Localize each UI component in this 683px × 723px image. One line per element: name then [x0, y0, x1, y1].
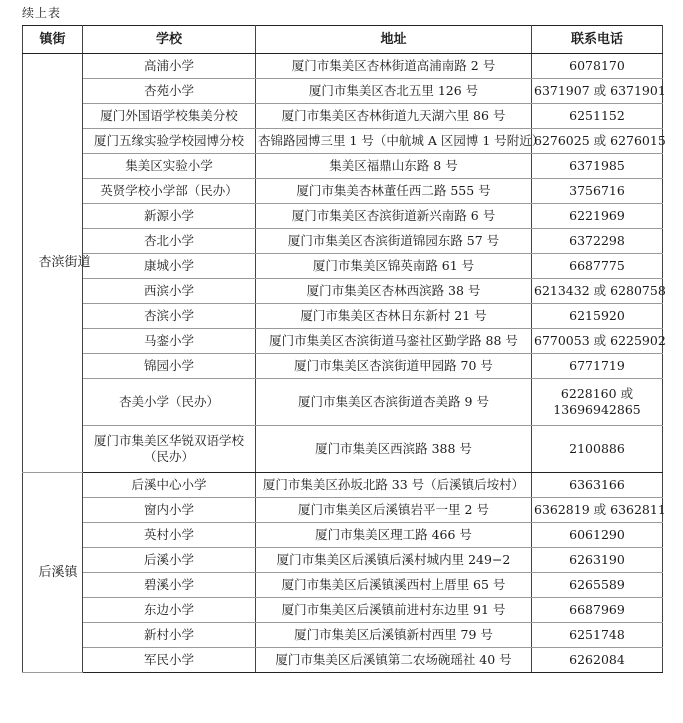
address-cell: 厦门市集美区后溪镇岩平一里 2 号	[256, 498, 532, 523]
table-row	[23, 623, 663, 648]
address-cell: 厦门市集美区杏北五里 126 号	[256, 79, 532, 104]
school-cell: 新村小学	[83, 623, 256, 648]
table-row	[23, 573, 663, 598]
address-cell: 厦门市集美区杏滨街道新兴南路 6 号	[256, 204, 532, 229]
phone-cell: 6687969	[532, 598, 663, 623]
town-cell	[23, 473, 83, 673]
school-cell: 后溪小学	[83, 548, 256, 573]
school-cell: 杏北小学	[83, 229, 256, 254]
address-cell: 厦门市集美区后溪镇第二农场碗瑶社 40 号	[256, 648, 532, 673]
address-cell: 厦门市集美区杏滨街道甲园路 70 号	[256, 354, 532, 379]
phone-cell: 6078170	[532, 54, 663, 79]
phone-cell: 6276025 或 6276015	[532, 129, 663, 154]
address-cell: 厦门市集美区孙坂北路 33 号（后溪镇后垵村）	[256, 473, 532, 498]
town-label: 杏滨街道	[38, 255, 91, 270]
table-row	[23, 204, 663, 229]
phone-cell: 6371985	[532, 154, 663, 179]
school-cell: 英贤学校小学部（民办）	[83, 179, 256, 204]
address-cell: 厦门市集美区理工路 466 号	[256, 523, 532, 548]
town-cell	[23, 54, 91, 473]
phone-cell: 6061290	[532, 523, 663, 548]
table-row	[23, 229, 663, 254]
header-town: 镇街	[23, 26, 83, 54]
school-cell: 后溪中心小学	[83, 473, 256, 498]
phone-cell: 6372298	[532, 229, 663, 254]
address-cell: 集美区福鼎山东路 8 号	[256, 154, 532, 179]
address-cell: 厦门市集美区锦英南路 61 号	[256, 254, 532, 279]
school-cell: 英村小学	[83, 523, 256, 548]
table-row	[23, 354, 663, 379]
address-cell: 厦门市集美区杏林街道高浦南路 2 号	[256, 54, 532, 79]
table-row	[23, 329, 663, 354]
address-cell: 厦门市集美区西滨路 388 号	[256, 426, 532, 473]
school-cell: 康城小学	[83, 254, 256, 279]
address-cell: 厦门市集美区杏滨街道杏美路 9 号	[256, 379, 532, 426]
school-contact-table	[22, 25, 666, 673]
table-row	[23, 154, 663, 179]
school-cell: 军民小学	[83, 648, 256, 673]
school-cell: 厦门五缘实验学校园博分校	[83, 129, 256, 154]
table-row	[23, 379, 663, 426]
table-row	[23, 648, 663, 673]
phone-cell: 6371907 或 6371901	[532, 79, 663, 104]
phone-cell: 6263190	[532, 548, 663, 573]
table-row	[23, 498, 663, 523]
phone-cell: 2100886	[532, 426, 663, 473]
phone-cell: 6251152	[532, 104, 663, 129]
school-cell: 厦门外国语学校集美分校	[83, 104, 256, 129]
address-cell: 厦门市集美区杏林日东新村 21 号	[256, 304, 532, 329]
table-row	[23, 104, 663, 129]
school-cell: 锦园小学	[83, 354, 256, 379]
table-row	[23, 548, 663, 573]
address-cell: 厦门市集美区后溪镇前进村东边里 91 号	[256, 598, 532, 623]
table-row	[23, 426, 663, 473]
school-cell: 杏滨小学	[83, 304, 256, 329]
school-cell: 高浦小学	[83, 54, 256, 79]
address-cell: 厦门市集美区杏滨街道锦园东路 57 号	[256, 229, 532, 254]
table-caption: 续上表	[22, 6, 62, 20]
phone-cell: 6251748	[532, 623, 663, 648]
address-cell: 厦门市集美区后溪镇后溪村城内里 249−2	[256, 548, 532, 573]
header-row	[23, 26, 663, 54]
school-cell: 杏美小学（民办）	[83, 379, 256, 426]
phone-cell: 6213432 或 6280758	[532, 279, 663, 304]
school-cell: 厦门市集美区华锐双语学校（民办）	[83, 426, 256, 473]
phone-cell: 6228160 或 13696942865	[532, 379, 663, 426]
address-cell: 厦门市集美杏林董任西二路 555 号	[256, 179, 532, 204]
header-phone: 联系电话	[532, 26, 663, 54]
phone-cell: 6363166	[532, 473, 663, 498]
table-row	[23, 54, 663, 79]
school-cell: 马銮小学	[83, 329, 256, 354]
phone-cell: 6262084	[532, 648, 663, 673]
phone-cell: 6687775	[532, 254, 663, 279]
school-cell: 碧溪小学	[83, 573, 256, 598]
address-cell: 厦门市集美区杏林街道九天湖六里 86 号	[256, 104, 532, 129]
table-row	[23, 279, 663, 304]
table-row	[23, 179, 663, 204]
table-row	[23, 254, 663, 279]
phone-cell: 6770053 或 6225902	[532, 329, 663, 354]
address-cell: 厦门市集美区杏滨街道马銮社区勤学路 88 号	[256, 329, 532, 354]
school-cell: 东边小学	[83, 598, 256, 623]
address-cell: 厦门市集美区杏林西滨路 38 号	[256, 279, 532, 304]
phone-cell: 6771719	[532, 354, 663, 379]
header-address: 地址	[256, 26, 532, 54]
town-label: 后溪镇	[38, 564, 78, 580]
phone-cell: 6215920	[532, 304, 663, 329]
phone-cell: 3756716	[532, 179, 663, 204]
header-school: 学校	[83, 26, 256, 54]
school-cell: 西滨小学	[83, 279, 256, 304]
school-cell: 新源小学	[83, 204, 256, 229]
school-cell: 杏苑小学	[83, 79, 256, 104]
address-cell: 厦门市集美区后溪镇溪西村上厝里 65 号	[256, 573, 532, 598]
phone-cell: 6265589	[532, 573, 663, 598]
address-cell: 厦门市集美区后溪镇新村西里 79 号	[256, 623, 532, 648]
school-cell: 集美区实验小学	[83, 154, 256, 179]
table-row	[23, 473, 663, 498]
table-row	[23, 523, 663, 548]
phone-cell: 6362819 或 6362811	[532, 498, 663, 523]
school-cell: 窗内小学	[83, 498, 256, 523]
phone-cell: 6221969	[532, 204, 663, 229]
table-row	[23, 129, 663, 154]
table-body	[23, 54, 666, 673]
address-cell: 杏锦路园博三里 1 号（中航城 A 区园博 1 号附近）	[256, 129, 532, 154]
table-row	[23, 598, 663, 623]
table-row	[23, 79, 663, 104]
table-row	[23, 304, 663, 329]
